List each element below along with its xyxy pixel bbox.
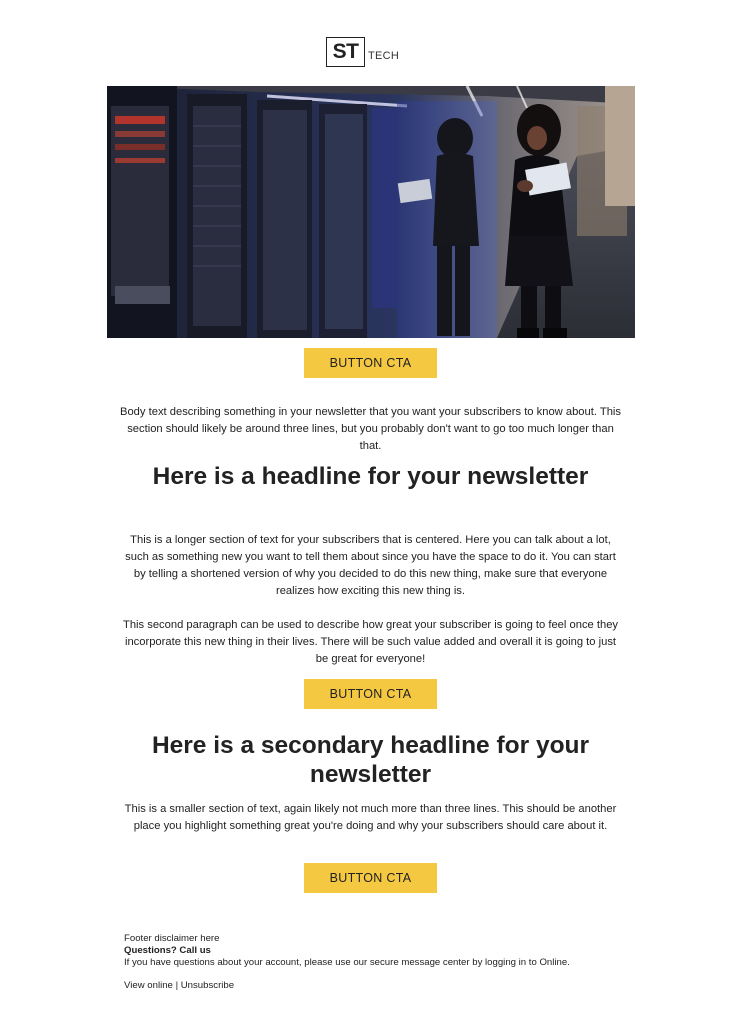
footer-secure-note: If you have questions about your account, please use our secure message center by logging in to Online.: [124, 957, 570, 968]
footer-link-separator: |: [175, 980, 179, 991]
section1-paragraph-1: This is a longer section of text for your subscribers that is centered. Here you can talk about a lot, such as something new you want to tell them about since you have the space to do it. You can start by telling a shortened version of why you decided to do this new thing, make sure that everyone realizes how exciting this new thing is.: [125, 534, 616, 597]
section2-body-text: This is a smaller section of text, again likely not much more than three lines. This should be another place you highlight something great you're doing and why your subscribers should care about it.: [124, 803, 617, 832]
footer-questions: Questions? Call us: [124, 945, 211, 956]
logo-mark: ST: [326, 37, 365, 67]
hero-image: [107, 86, 635, 338]
intro-body-text: Body text describing something in your newsletter that you want your subscribers to know about. This section should likely be around three lines, but you probably don't want to go too much longer than that.: [120, 406, 622, 452]
view-online-link[interactable]: View online: [124, 980, 173, 991]
footer-links: [124, 980, 684, 992]
logo-subtitle: TECH: [368, 50, 400, 62]
cta-button-1[interactable]: BUTTON CTA: [304, 348, 437, 378]
primary-headline: Here is a headline for your newsletter: [152, 463, 589, 490]
cta-button-2[interactable]: BUTTON CTA: [304, 679, 437, 709]
section1-paragraph-2: This second paragraph can be used to describe how great your subscriber is going to feel once they incorporate this new thing in their lives. There will be such value added and overall it is going to just be great for everyone!: [122, 619, 619, 665]
footer-disclaimer: Footer disclaimer here: [124, 933, 220, 944]
secondary-headline: Here is a secondary headline for your newsletter: [151, 732, 590, 788]
cta-button-3[interactable]: BUTTON CTA: [304, 863, 437, 893]
hero-photo-server-room-icon: [107, 86, 635, 338]
footer: [124, 933, 684, 992]
unsubscribe-link[interactable]: Unsubscribe: [180, 980, 235, 991]
brand-logo[interactable]: [326, 35, 399, 67]
